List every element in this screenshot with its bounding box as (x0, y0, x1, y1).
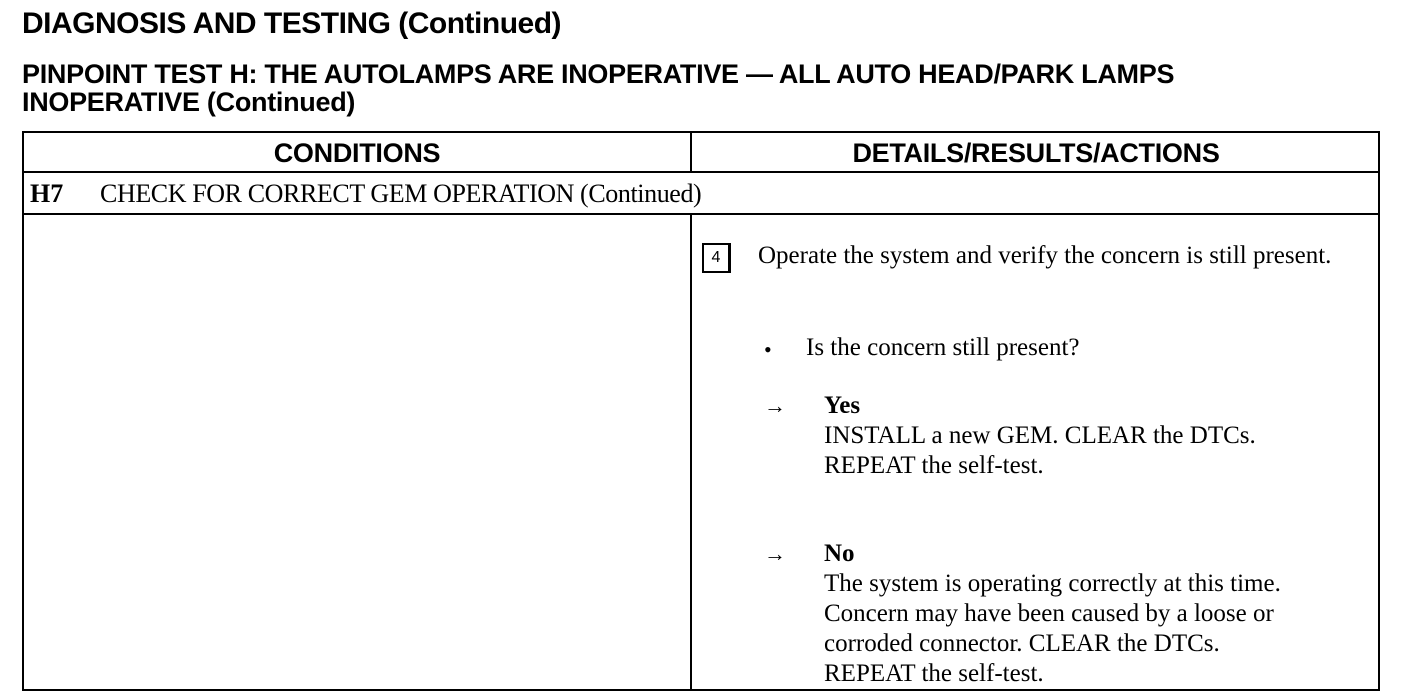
details-results-actions-header: DETAILS/RESULTS/ACTIONS (852, 138, 1220, 168)
table-header-row (24, 133, 1378, 173)
step-number-box: 4 (702, 243, 731, 273)
no-action-line: REPEAT the self-test. (824, 660, 1044, 687)
question-text: Is the concern still present? (806, 334, 1080, 361)
test-title-line-1: PINPOINT TEST H: THE AUTOLAMPS ARE INOPERATIVE — ALL AUTO HEAD/PARK LAMPS (22, 59, 1175, 89)
yes-label: Yes (824, 392, 861, 419)
step-instruction: Operate the system and verify the concern is still present. (758, 242, 1332, 269)
step-title: CHECK FOR CORRECT GEM OPERATION (Continued) (100, 179, 702, 208)
step-id: H7 (30, 179, 64, 208)
arrow-right-icon: → (764, 393, 786, 418)
step-row (24, 173, 1378, 215)
pinpoint-test-title (22, 60, 1392, 116)
test-title-line-2: INOPERATIVE (Continued) (22, 87, 356, 117)
no-action-line: Concern may have been caused by a loose or (824, 600, 1274, 627)
bullet-icon: • (764, 337, 772, 362)
yes-action-line: REPEAT the self-test. (824, 452, 1044, 479)
no-action-line: corroded connector. CLEAR the DTCs. (824, 630, 1220, 657)
no-action-line: The system is operating correctly at this time. (824, 570, 1281, 597)
yes-result (824, 391, 1384, 481)
no-result (824, 539, 1384, 689)
conditions-cell (24, 215, 692, 689)
table-body-row (24, 215, 1378, 689)
details-cell (692, 215, 1380, 689)
arrow-right-icon: → (764, 541, 786, 566)
no-label: No (824, 540, 855, 567)
conditions-header: CONDITIONS (24, 133, 692, 171)
pinpoint-test-table (22, 131, 1380, 691)
section-title: DIAGNOSIS AND TESTING (Continued) (22, 7, 562, 40)
yes-action-line: INSTALL a new GEM. CLEAR the DTCs. (824, 422, 1256, 449)
